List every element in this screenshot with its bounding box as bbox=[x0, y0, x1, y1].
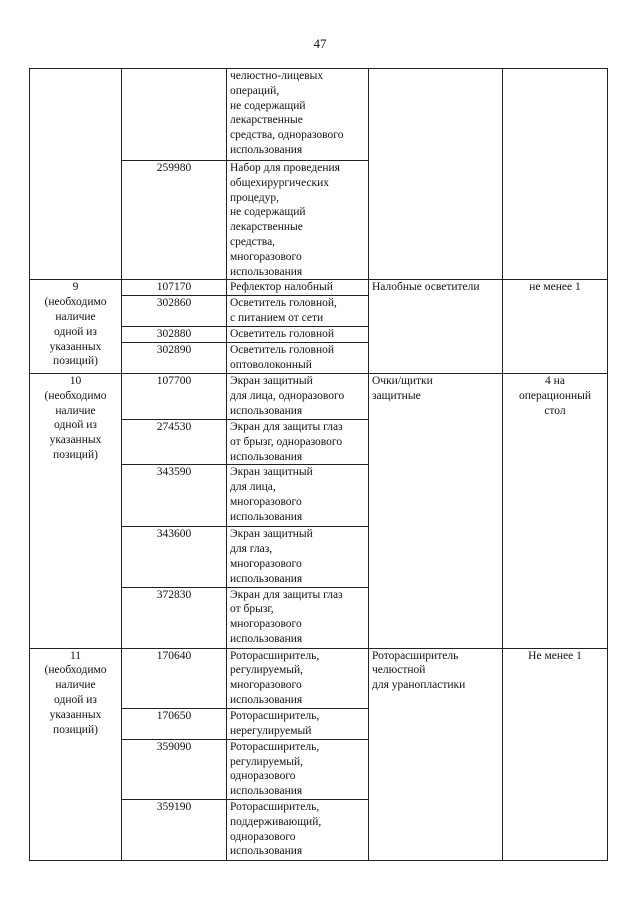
cell-line: операционный bbox=[518, 389, 592, 402]
cell-line: многоразового bbox=[230, 618, 302, 631]
cell-line: не содержащий bbox=[230, 206, 306, 219]
cell-line: челюстно-лицевых bbox=[230, 70, 324, 82]
cell-line: использования bbox=[230, 404, 303, 417]
cell-line: использования bbox=[230, 632, 303, 645]
code-cell: 107170 bbox=[122, 280, 227, 296]
name-cell bbox=[227, 343, 369, 374]
name-cell bbox=[227, 161, 369, 280]
cell-line: средства, bbox=[230, 235, 276, 248]
cell-line: 10 bbox=[69, 374, 82, 387]
group-cell bbox=[369, 373, 503, 648]
name-cell bbox=[227, 465, 369, 527]
cell-line: Роторасширитель, bbox=[230, 740, 320, 753]
cell-line: Набор для проведения bbox=[230, 162, 340, 174]
cell-line: (необходимо bbox=[44, 296, 107, 309]
cell-line: Экран защитный bbox=[230, 374, 313, 387]
cell-line: использования bbox=[230, 572, 303, 585]
name-cell bbox=[227, 739, 369, 799]
position-number-cell bbox=[30, 373, 122, 648]
cell-line: не содержащий bbox=[230, 99, 306, 112]
cell-line: Осветитель головной bbox=[230, 328, 335, 341]
code-cell bbox=[122, 69, 227, 161]
name-cell bbox=[227, 648, 369, 708]
name-cell bbox=[227, 373, 369, 419]
cell-line: Экран защитный bbox=[230, 528, 313, 541]
cell-line: стол bbox=[544, 404, 566, 417]
cell-line: Очки/щитки bbox=[372, 374, 433, 387]
cell-line: средства, одноразового bbox=[230, 129, 344, 142]
cell-line: позиций) bbox=[53, 448, 98, 461]
cell-line: одноразового bbox=[230, 830, 296, 843]
name-cell bbox=[227, 587, 369, 648]
name-cell bbox=[227, 296, 369, 327]
cell-line: использования bbox=[230, 845, 303, 858]
cell-line: Экран для защиты глаз bbox=[230, 420, 343, 433]
cell-line: одной из bbox=[54, 419, 97, 432]
cell-line: с питанием от сети bbox=[230, 312, 324, 325]
cell-line: указанных bbox=[49, 340, 102, 353]
quantity-cell bbox=[503, 280, 608, 374]
cell-line: использования bbox=[230, 785, 303, 798]
cell-line: лекарственные bbox=[230, 221, 303, 234]
cell-line: защитные bbox=[372, 389, 421, 402]
cell-line: Экран для защиты глаз bbox=[230, 588, 343, 601]
cell-line: Рефлектор налобный bbox=[230, 281, 333, 294]
code-cell: 343600 bbox=[122, 527, 227, 587]
name-cell bbox=[227, 708, 369, 739]
code-cell: 302890 bbox=[122, 343, 227, 374]
code-cell: 302860 bbox=[122, 296, 227, 327]
cell-line: от брызг, bbox=[230, 603, 274, 616]
code-cell: 343590 bbox=[122, 465, 227, 527]
cell-line: одной из bbox=[54, 693, 97, 706]
cell-line: Роторасширитель, bbox=[230, 649, 320, 662]
cell-line: указанных bbox=[49, 434, 102, 447]
table-row bbox=[30, 280, 608, 296]
position-number-cell bbox=[30, 69, 122, 280]
group-cell bbox=[369, 280, 503, 374]
cell-line: использования bbox=[230, 143, 303, 156]
cell-line: одной из bbox=[54, 325, 97, 338]
cell-line: 9 bbox=[72, 281, 79, 294]
cell-line: регулируемый, bbox=[230, 755, 304, 768]
cell-line: не менее 1 bbox=[529, 281, 581, 294]
cell-line: Экран защитный bbox=[230, 466, 313, 479]
group-cell bbox=[369, 69, 503, 280]
cell-line: Не менее 1 bbox=[528, 649, 582, 662]
code-cell: 302880 bbox=[122, 327, 227, 343]
cell-line: использования bbox=[230, 450, 303, 463]
cell-line: использования bbox=[230, 510, 303, 523]
cell-line: Налобные осветители bbox=[372, 281, 480, 294]
code-cell: 274530 bbox=[122, 419, 227, 464]
code-cell: 259980 bbox=[122, 161, 227, 280]
name-cell bbox=[227, 280, 369, 296]
cell-line: позиций) bbox=[53, 355, 98, 368]
cell-line: наличие bbox=[55, 310, 96, 323]
code-cell: 372830 bbox=[122, 587, 227, 648]
quantity-cell bbox=[503, 648, 608, 860]
name-cell bbox=[227, 419, 369, 464]
code-cell: 170650 bbox=[122, 708, 227, 739]
position-number-cell bbox=[30, 280, 122, 374]
name-cell bbox=[227, 527, 369, 587]
code-cell: 107700 bbox=[122, 373, 227, 419]
cell-line: указанных bbox=[49, 708, 102, 721]
group-cell bbox=[369, 648, 503, 860]
cell-line: поддерживающий, bbox=[230, 815, 322, 828]
cell-line: (необходимо bbox=[44, 664, 107, 677]
cell-line: использования bbox=[230, 693, 303, 706]
cell-line: наличие bbox=[55, 679, 96, 692]
cell-line: процедур, bbox=[230, 191, 279, 204]
quantity-cell bbox=[503, 69, 608, 280]
cell-line: нерегулируемый bbox=[230, 724, 312, 737]
cell-line: многоразового bbox=[230, 557, 302, 570]
code-cell: 359190 bbox=[122, 799, 227, 860]
cell-line: наличие bbox=[55, 404, 96, 417]
cell-line: Роторасширитель, bbox=[230, 800, 320, 813]
cell-line: Роторасширитель bbox=[372, 649, 459, 662]
cell-line: Осветитель головной, bbox=[230, 297, 337, 310]
code-cell: 170640 bbox=[122, 648, 227, 708]
cell-line: (необходимо bbox=[44, 389, 107, 402]
table-row bbox=[30, 648, 608, 708]
quantity-cell bbox=[503, 373, 608, 648]
name-cell bbox=[227, 69, 369, 161]
cell-line: регулируемый, bbox=[230, 664, 304, 677]
cell-line: челюстной bbox=[372, 664, 426, 677]
page-number: 47 bbox=[313, 36, 327, 51]
cell-line: для лица, bbox=[230, 481, 276, 494]
cell-line: использования bbox=[230, 265, 303, 278]
cell-line: оптоволоконный bbox=[230, 359, 312, 372]
code-cell: 359090 bbox=[122, 739, 227, 799]
cell-line: 11 bbox=[69, 649, 82, 662]
cell-line: операций, bbox=[230, 84, 280, 97]
cell-line: от брызг, одноразового bbox=[230, 435, 343, 448]
cell-line: позиций) bbox=[53, 723, 98, 736]
name-cell bbox=[227, 799, 369, 860]
cell-line: многоразового bbox=[230, 250, 302, 263]
table-row bbox=[30, 69, 608, 161]
cell-line: одноразового bbox=[230, 770, 296, 783]
position-number-cell bbox=[30, 648, 122, 860]
cell-line: для уранопластики bbox=[372, 679, 466, 692]
cell-line: для глаз, bbox=[230, 543, 273, 556]
cell-line: Осветитель головной bbox=[230, 344, 335, 357]
equipment-table bbox=[29, 68, 608, 861]
cell-line: 4 на bbox=[545, 374, 565, 387]
cell-line: многоразового bbox=[230, 679, 302, 692]
cell-line: лекарственные bbox=[230, 114, 303, 127]
cell-line: многоразового bbox=[230, 495, 302, 508]
table-row bbox=[30, 373, 608, 419]
cell-line: общехирургических bbox=[230, 176, 330, 189]
name-cell bbox=[227, 327, 369, 343]
cell-line: Роторасширитель, bbox=[230, 709, 320, 722]
cell-line: для лица, одноразового bbox=[230, 389, 345, 402]
